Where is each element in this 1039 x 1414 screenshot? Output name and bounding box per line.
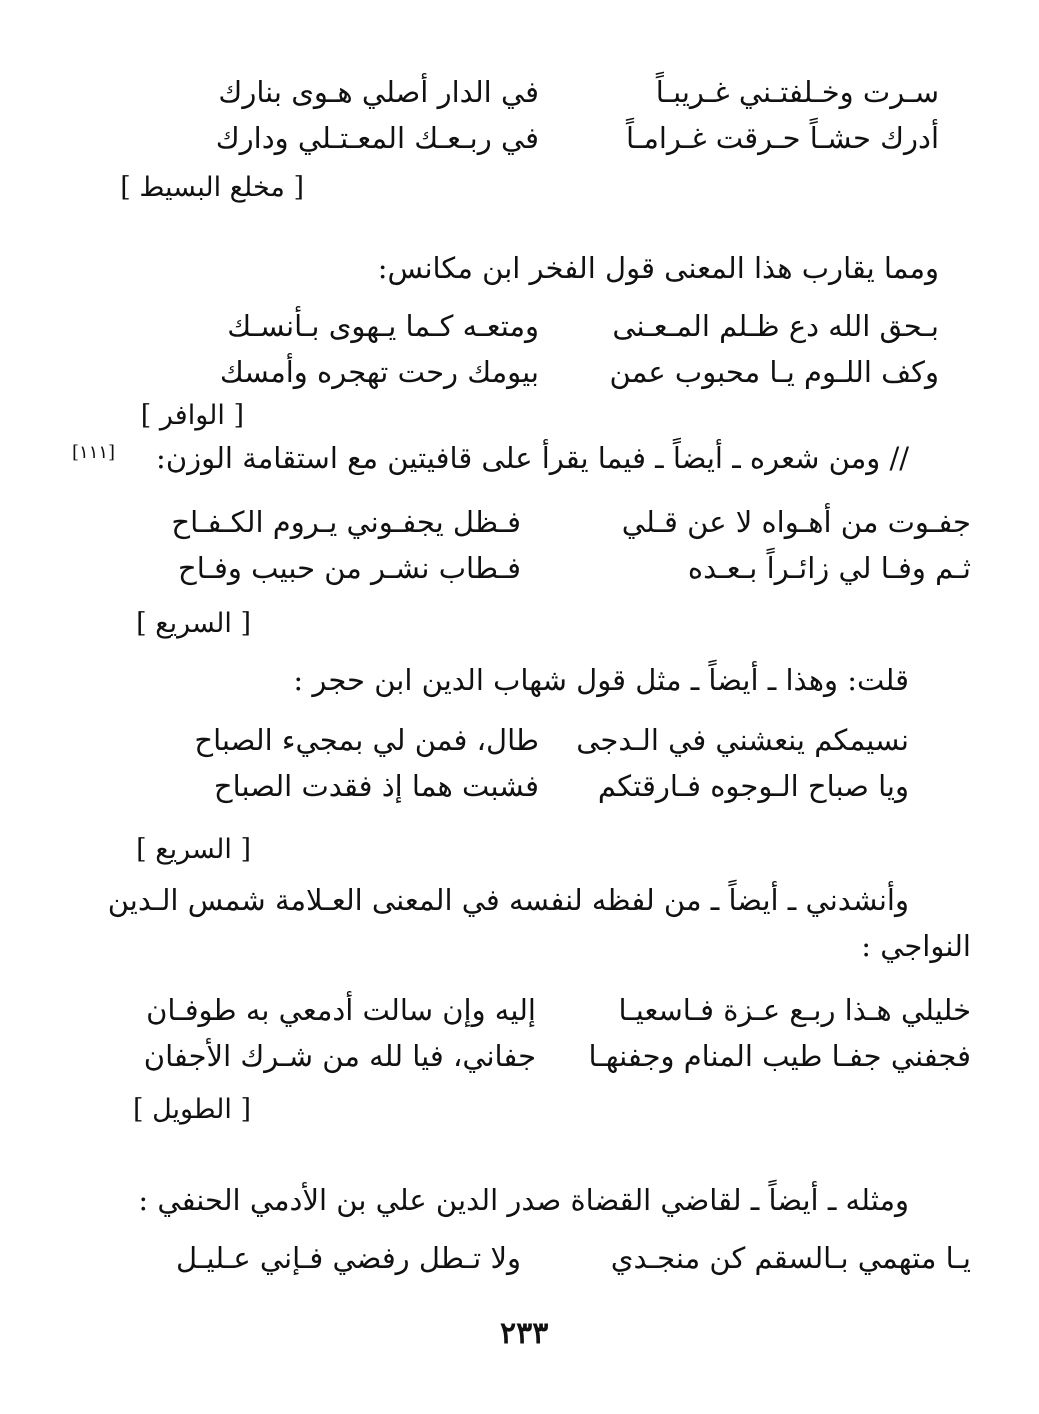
hemistich-second: ومتعـه كـما يـهوى بـأنسـك	[227, 309, 539, 343]
verse-line	[227, 306, 939, 346]
meter-label: [ الطويل ]	[132, 1094, 251, 1125]
verse-line	[215, 118, 939, 158]
hemistich-second: ولا تـطل رفضي فـإني عـليـل	[176, 1241, 521, 1275]
meter-label: [ الوافر ]	[140, 400, 244, 431]
intro-text: قلت: وهذا ـ أيضاً ـ مثل قول شهاب الدين ابن حجر :	[293, 663, 909, 697]
hemistich-second: في ربـعـك المعـتـلي ودارك	[215, 121, 539, 155]
hemistich-first: ويا صباح الـوجوه فـارقتكم	[597, 769, 909, 803]
intro-text-continued: النواجي :	[861, 929, 971, 963]
intro-text: ومما يقارب هذا المعنى قول الفخر ابن مكانس:	[377, 251, 939, 285]
intro-text: وأنشدني ـ أيضاً ـ من لفظه لنفسه في المعنى العـلامة شمس الـدين	[107, 883, 909, 917]
hemistich-second: طال، فمن لي بمجيء الصباح	[194, 723, 539, 757]
meter-label: [ السريع ]	[136, 834, 251, 865]
hemistich-first: سـرت وخـلفتـني غـريبـاً	[655, 75, 939, 109]
hemistich-second: فـطاب نشـر من حبيب وفـاح	[177, 551, 521, 585]
hemistich-second: جفاني، فيا لله من شـرك الأجفان	[143, 1039, 536, 1073]
intro-text: ومثله ـ أيضاً ـ لقاضي القضاة صدر الدين علي بن الأدمي الحنفي :	[138, 1183, 909, 1217]
hemistich-first: يـا متهمي بـالسقم كن منجـدي	[610, 1241, 971, 1275]
hemistich-first: بـحق الله دع ظـلم المـعـنى	[612, 309, 939, 343]
verse-line	[141, 990, 971, 1030]
verse-line	[141, 548, 971, 588]
manuscript-folio-marker: [١١١]	[72, 442, 116, 463]
hemistich-second: إليه وإن سالت أدمعي به طوفـان	[146, 993, 536, 1027]
hemistich-second: فـظل يجفـوني يـروم الكـفـاح	[171, 505, 521, 539]
meter-label: [ السريع ]	[136, 608, 251, 639]
hemistich-second: فشبت هما إذ فقدت الصباح	[213, 769, 539, 803]
hemistich-first: وكف اللـوم يـا محبوب عمن	[609, 355, 939, 389]
hemistich-first: أدرك حشـاً حـرقت غـرامـاً	[625, 121, 939, 155]
verse-line	[194, 720, 909, 760]
verse-line	[141, 1238, 971, 1278]
hemistich-second: في الدار أصلي هـوى بنارك	[218, 75, 539, 109]
hemistich-first: خليلي هـذا ربـع عـزة فـاسعيـا	[618, 993, 971, 1027]
hemistich-second: بيومك رحت تهجره وأمسك	[219, 355, 539, 389]
hemistich-first: جفـوت من أهـواه لا عن قـلي	[621, 505, 971, 539]
intro-text: // ومن شعره ـ أيضاً ـ فيما يقرأ على قافيتين مع استقامة الوزن:	[156, 441, 909, 475]
verse-line	[141, 502, 971, 542]
verse-line	[219, 352, 939, 392]
verse-line	[141, 1036, 971, 1076]
hemistich-first: ثـم وفـا لي زائـراً بـعـده	[687, 551, 971, 585]
verse-line	[209, 766, 909, 806]
meter-label: [ مخلع البسيط ]	[120, 172, 304, 203]
hemistich-first: فجفني جفـا طيب المنام وجفنهـا	[588, 1039, 971, 1073]
page-number: ٢٣٣	[500, 1316, 549, 1351]
hemistich-first: نسيمكم ينعشني في الـدجى	[576, 723, 909, 757]
verse-line	[218, 72, 939, 112]
